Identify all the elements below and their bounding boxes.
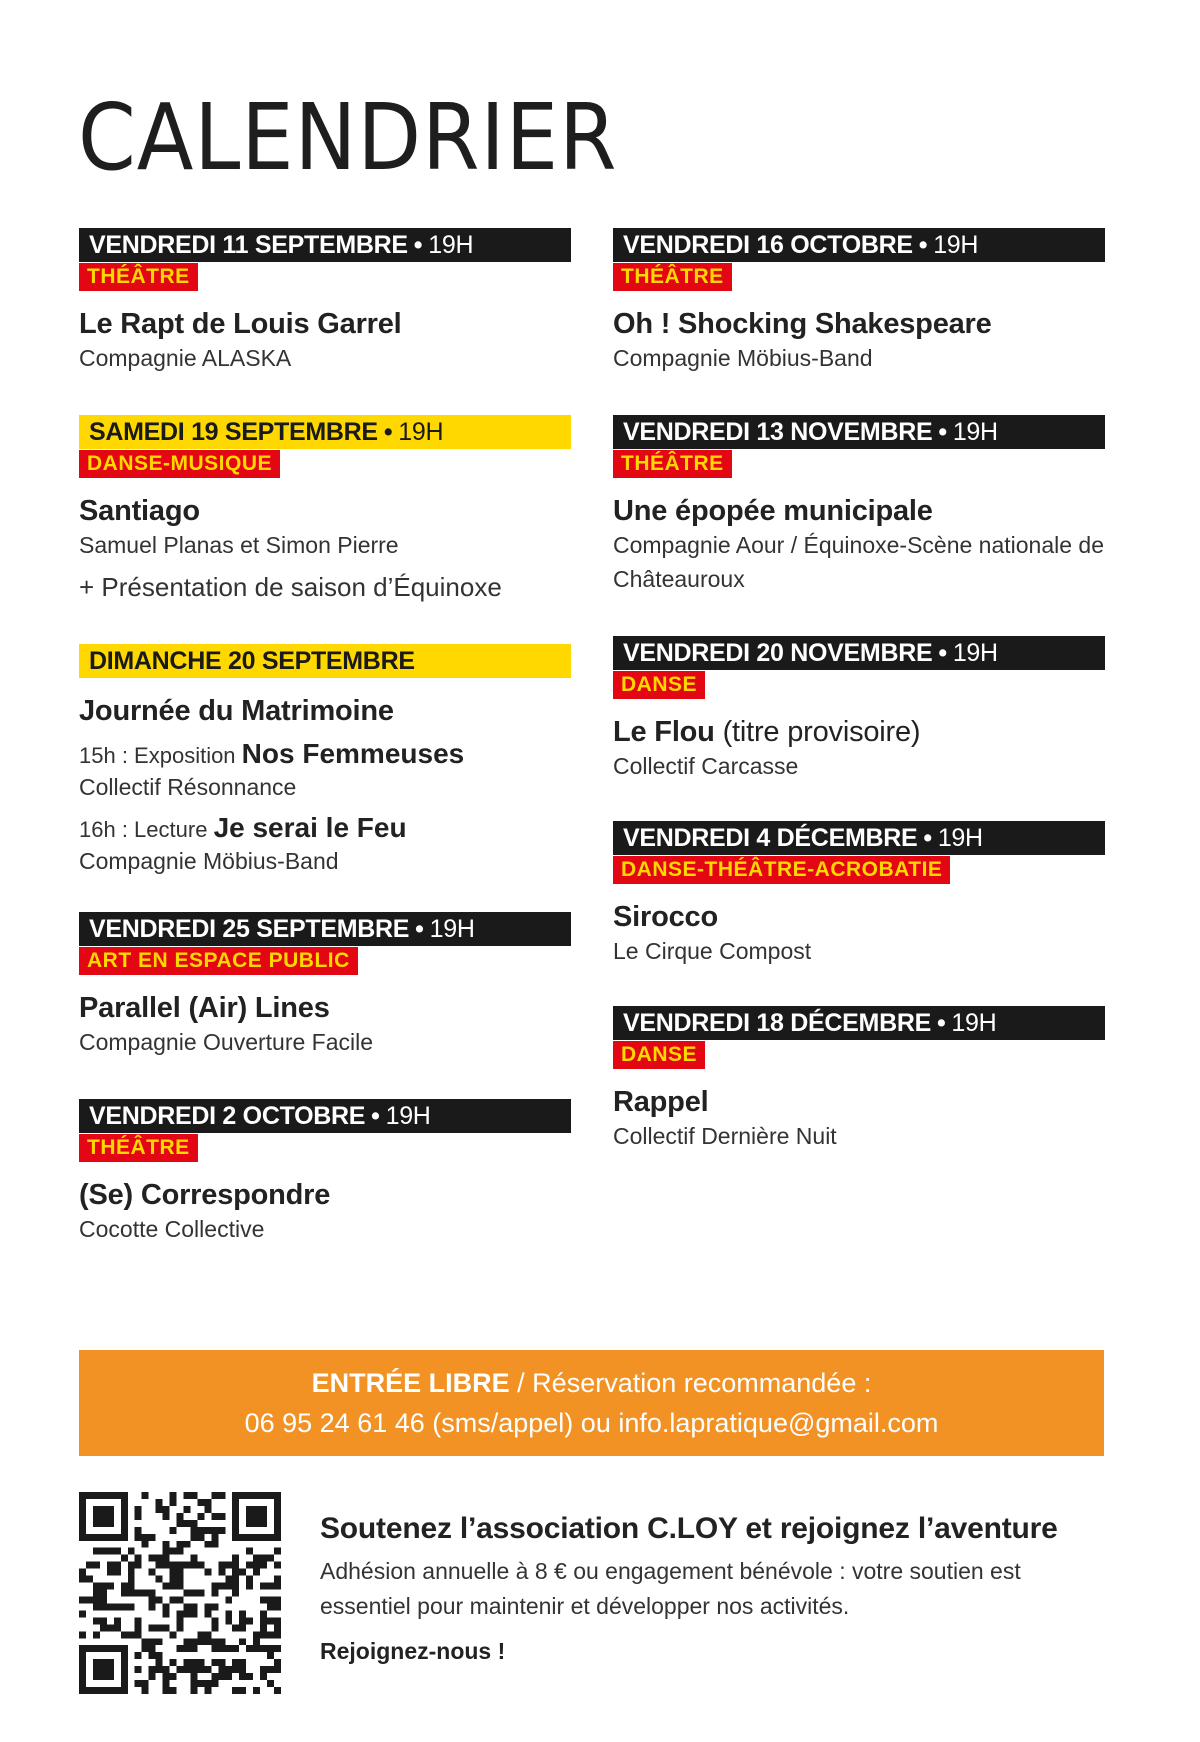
event-date: VENDREDI 2 OCTOBRE: [89, 1102, 366, 1130]
category-row: [79, 946, 571, 975]
event-title: [613, 1085, 1105, 1119]
event-date: VENDREDI 18 DÉCEMBRE: [623, 1009, 931, 1037]
date-bar: [613, 1006, 1105, 1040]
event-time: 19H: [951, 1009, 997, 1037]
event-card: [613, 821, 1105, 968]
category-row: [613, 1040, 1105, 1069]
page-title: CALENDRIER: [78, 84, 618, 191]
banner-line-1: [79, 1363, 1104, 1403]
sub-event-hour: 16h : Lecture: [79, 817, 208, 842]
category-row: [613, 262, 1105, 291]
event-card: [79, 644, 571, 876]
sub-event-company: Collectif Résonnance: [79, 774, 297, 800]
support-text: Adhésion annuelle à 8 € ou engagement bénévole : votre soutien est essentiel pour maintenir et développer nos activités.: [320, 1558, 1021, 1619]
event-title: [79, 1178, 571, 1212]
event-company: Compagnie Ouverture Facile: [79, 1029, 374, 1055]
event-card: [79, 415, 571, 604]
sub-event: [79, 812, 571, 846]
event-title-text: Rappel: [613, 1086, 709, 1118]
event-company: Samuel Planas et Simon Pierre: [79, 532, 399, 558]
event-time: 19H: [398, 418, 444, 446]
event-date: VENDREDI 16 OCTOBRE: [623, 231, 913, 259]
event-card: [613, 636, 1105, 783]
event-time: 19H: [952, 418, 998, 446]
event-company: Cocotte Collective: [79, 1216, 265, 1242]
event-card: [613, 1006, 1105, 1153]
category-tag: THÉÂTRE: [79, 263, 198, 291]
event-card: [79, 912, 571, 1059]
right-column: [613, 228, 1105, 1187]
left-column: [79, 228, 571, 1280]
event-title-text: Oh ! Shocking Shakespeare: [613, 308, 992, 340]
event-title: [613, 900, 1105, 934]
support-section: [320, 1510, 1110, 1668]
event-card: [613, 415, 1105, 596]
event-company: Compagnie Möbius-Band: [613, 345, 873, 371]
event-title-text: Une épopée municipale: [613, 495, 933, 527]
qr-code-icon[interactable]: [79, 1492, 281, 1694]
banner-rest: / Réservation recommandée :: [509, 1368, 872, 1398]
event-title: [79, 694, 571, 728]
event-title-text: Parallel (Air) Lines: [79, 992, 330, 1024]
event-date: DIMANCHE 20 SEPTEMBRE: [89, 647, 415, 675]
bullet-separator: •: [415, 915, 424, 943]
sub-event-hour: 15h : Exposition: [79, 743, 236, 768]
event-title: [613, 307, 1105, 341]
event-title-text: (Se) Correspondre: [79, 1179, 331, 1211]
event-title-text: Le Flou: [613, 716, 715, 748]
event-time: 19H: [937, 824, 983, 852]
event-card: [79, 228, 571, 375]
event-date: VENDREDI 4 DÉCEMBRE: [623, 824, 918, 852]
event-date: VENDREDI 25 SEPTEMBRE: [89, 915, 410, 943]
event-title-text: Journée du Matrimoine: [79, 695, 394, 727]
banner-strong: ENTRÉE LIBRE: [311, 1368, 510, 1398]
event-title: [79, 307, 571, 341]
event-date: SAMEDI 19 SEPTEMBRE: [89, 418, 378, 446]
bullet-separator: •: [923, 824, 932, 852]
category-tag: ART EN ESPACE PUBLIC: [79, 947, 358, 975]
category-tag: DANSE: [613, 671, 705, 699]
category-tag: THÉÂTRE: [613, 263, 732, 291]
date-bar: [79, 228, 571, 262]
event-title-text: Le Rapt de Louis Garrel: [79, 308, 402, 340]
date-bar: [79, 1099, 571, 1133]
banner-contact[interactable]: 06 95 24 61 46 (sms/appel) ou info.lapratique@gmail.com: [244, 1408, 939, 1438]
date-bar: [613, 415, 1105, 449]
event-card: [79, 1099, 571, 1246]
category-row: [79, 1133, 571, 1162]
event-note: + Présentation de saison d’Équinoxe: [79, 572, 502, 602]
bullet-separator: •: [918, 231, 928, 259]
event-company: Le Cirque Compost: [613, 938, 812, 964]
bullet-separator: •: [936, 1009, 946, 1037]
category-row: [613, 449, 1105, 478]
info-banner: [79, 1350, 1104, 1456]
event-company: Compagnie Aour / Équinoxe-Scène nationale de Châteauroux: [613, 532, 1105, 592]
bullet-separator: •: [371, 1102, 380, 1130]
support-cta[interactable]: Rejoignez-nous !: [320, 1638, 506, 1664]
event-date: VENDREDI 11 SEPTEMBRE: [89, 231, 408, 259]
event-date: VENDREDI 13 NOVEMBRE: [623, 418, 933, 446]
event-time: 19H: [385, 1102, 431, 1130]
support-title: Soutenez l’association C.LOY et rejoignez l’aventure: [320, 1512, 1058, 1545]
bullet-separator: •: [383, 418, 393, 446]
event-company: Collectif Carcasse: [613, 753, 799, 779]
sub-event-title: Nos Femmeuses: [241, 738, 465, 769]
event-date: VENDREDI 20 NOVEMBRE: [623, 639, 933, 667]
sub-event-title: Je serai le Feu: [213, 812, 407, 843]
bullet-separator: •: [938, 639, 947, 667]
category-tag: THÉÂTRE: [613, 450, 732, 478]
event-title-text: Sirocco: [613, 901, 718, 933]
date-bar: [613, 636, 1105, 670]
category-tag: DANSE-MUSIQUE: [79, 450, 280, 478]
event-card: [613, 228, 1105, 375]
date-bar: [613, 228, 1105, 262]
event-title: [79, 494, 571, 528]
category-row: [613, 670, 1105, 699]
event-company: Collectif Dernière Nuit: [613, 1123, 837, 1149]
category-row: [613, 855, 1105, 884]
bullet-separator: •: [938, 418, 947, 446]
category-row: [79, 262, 571, 291]
event-time: 19H: [429, 915, 475, 943]
event-time: 19H: [428, 231, 474, 259]
category-tag: DANSE-THÉÂTRE-ACROBATIE: [613, 856, 950, 884]
category-tag: THÉÂTRE: [79, 1134, 198, 1162]
sub-event-company: Compagnie Möbius-Band: [79, 848, 339, 874]
event-company: Compagnie ALASKA: [79, 345, 292, 371]
event-time: 19H: [952, 639, 998, 667]
date-bar: [79, 912, 571, 946]
event-title: [613, 715, 1105, 749]
event-title-extra: (titre provisoire): [722, 716, 921, 748]
event-time: 19H: [933, 231, 979, 259]
event-title-text: Santiago: [79, 495, 200, 527]
sub-event: [79, 738, 571, 772]
event-title: [79, 991, 571, 1025]
bullet-separator: •: [413, 231, 423, 259]
category-row: [79, 449, 571, 478]
date-bar: [79, 415, 571, 449]
event-title: [613, 494, 1105, 528]
category-tag: DANSE: [613, 1041, 705, 1069]
date-bar: [79, 644, 571, 678]
date-bar: [613, 821, 1105, 855]
